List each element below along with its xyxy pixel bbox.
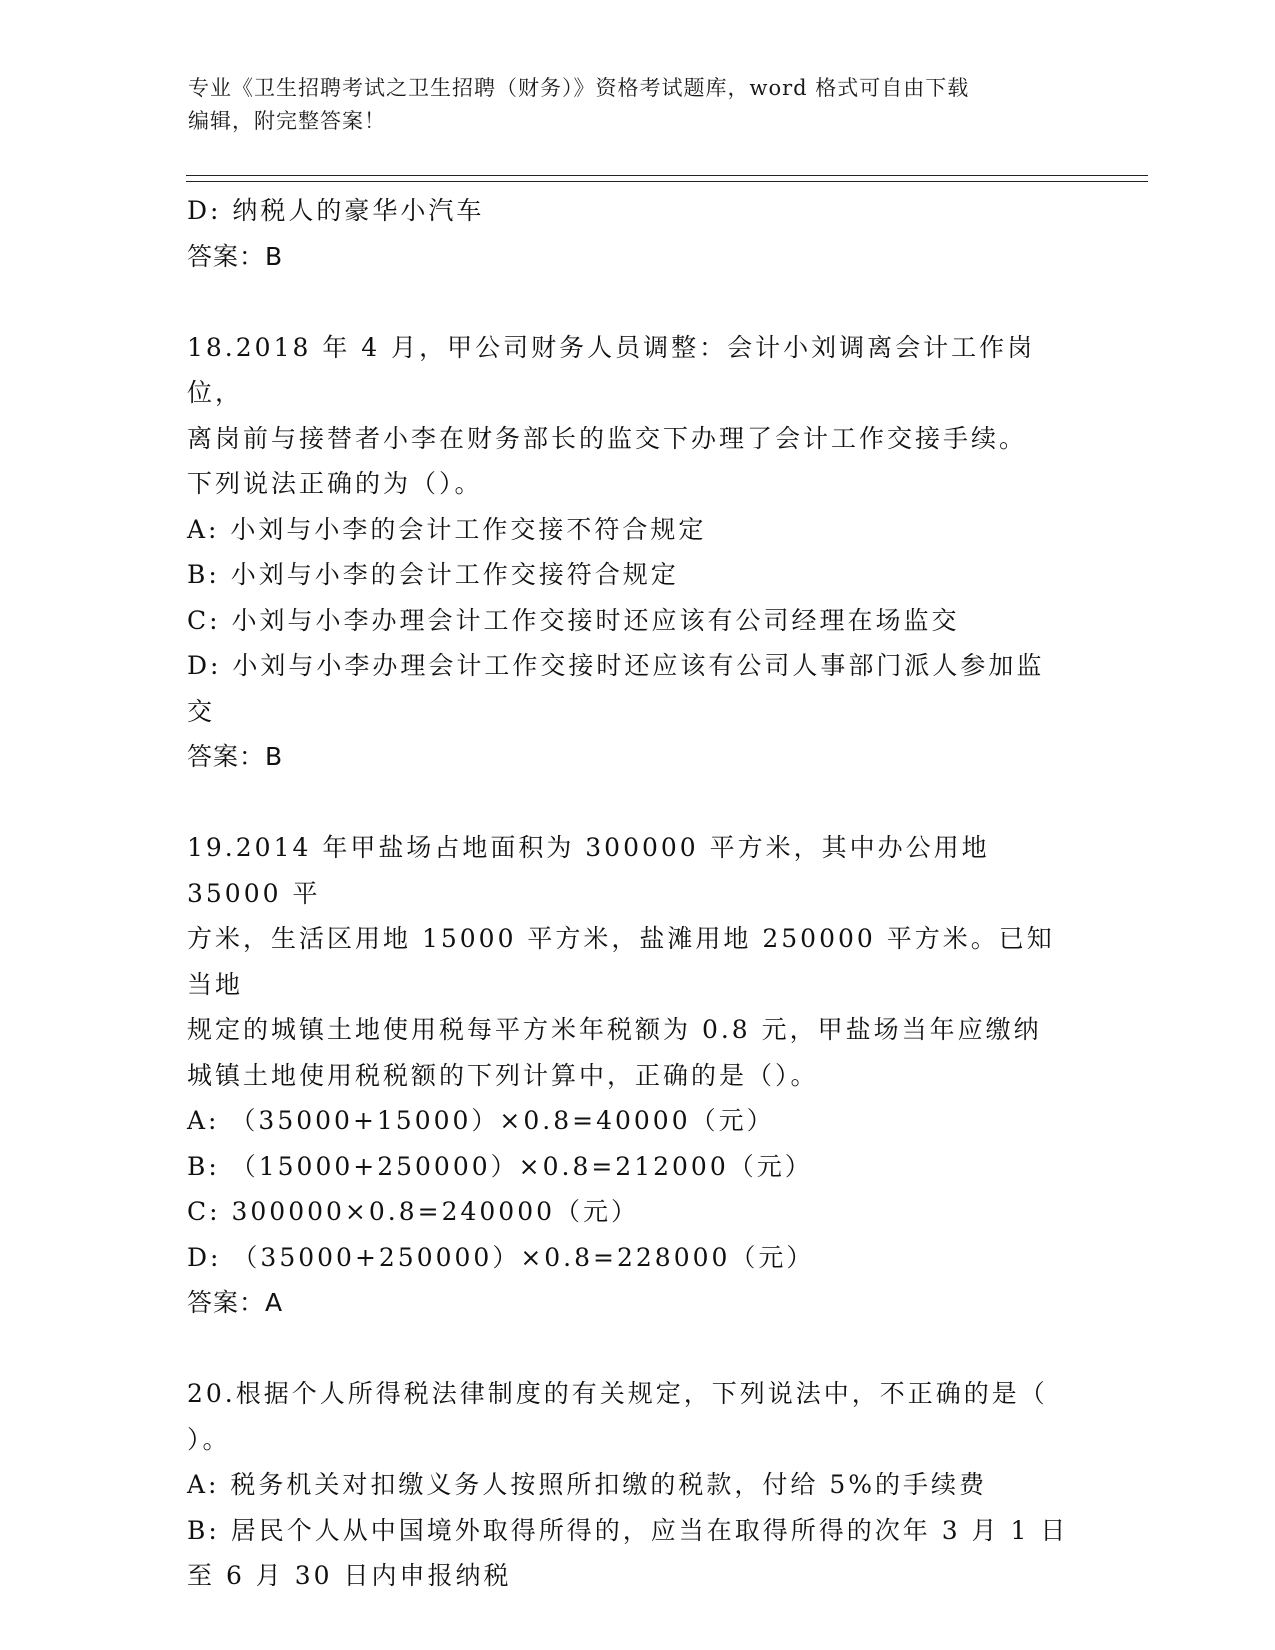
question-20 bbox=[187, 1371, 1077, 1599]
option-b: B: 小刘与小李的会计工作交接符合规定 bbox=[187, 560, 679, 589]
header-rule-bottom bbox=[186, 181, 1148, 182]
question-text: 离岗前与接替者小李在财务部长的监交下办理了会计工作交接手续。 bbox=[187, 423, 1028, 453]
option-b: B: 居民个人从中国境外取得所得的，应当在取得所得的次年 3 月 1 日 bbox=[187, 1515, 1069, 1545]
header-rule-top bbox=[186, 175, 1148, 176]
answer: 答案：B bbox=[187, 241, 284, 271]
option-d-continued: 交 bbox=[187, 696, 216, 726]
header-line-2: 编辑，附完整答案！ bbox=[188, 109, 386, 133]
question-text: 下列说法正确的为（）。 bbox=[187, 469, 483, 498]
option-a: A: 小刘与小李的会计工作交接不符合规定 bbox=[187, 514, 707, 544]
header-line-1: 专业《卫生招聘考试之卫生招聘（财务）》资格考试题库，word 格式可自由下载 bbox=[188, 76, 970, 100]
spacer bbox=[187, 780, 1077, 826]
spacer bbox=[187, 1326, 1077, 1372]
answer: 答案：A bbox=[187, 1288, 284, 1317]
question-text: 19.2014 年甲盐场占地面积为 300000 平方米，其中办公用地 35000 平 bbox=[187, 833, 990, 908]
document-body bbox=[187, 188, 1077, 1599]
question-text: 城镇土地使用税税额的下列计算中，正确的是（）。 bbox=[187, 1060, 819, 1090]
option-a: A: （35000+15000）×0.8=40000（元） bbox=[187, 1106, 775, 1135]
spacer bbox=[187, 279, 1077, 325]
question-text: 方米，生活区用地 15000 平方米，盐滩用地 250000 平方米。已知当地 bbox=[187, 924, 1055, 999]
option-b-continued: 至 6 月 30 日内申报纳税 bbox=[187, 1561, 512, 1590]
question-18 bbox=[187, 325, 1077, 780]
document-header bbox=[188, 72, 1088, 138]
option-b: B: （15000+250000）×0.8=212000（元） bbox=[187, 1151, 813, 1181]
question-text: ）。 bbox=[187, 1424, 231, 1454]
question-text: 20.根据个人所得税法律制度的有关规定，下列说法中，不正确的是（ bbox=[187, 1379, 1048, 1408]
question-text: 18.2018 年 4 月，甲公司财务人员调整：会计小刘调离会计工作岗位， bbox=[187, 332, 1036, 407]
option-d: D: 小刘与小李办理会计工作交接时还应该有公司人事部门派人参加监 bbox=[187, 651, 1045, 680]
option-d: D: （35000+250000）×0.8=228000（元） bbox=[187, 1242, 815, 1272]
option-c: C: 小刘与小李办理会计工作交接时还应该有公司经理在场监交 bbox=[187, 605, 960, 635]
answer: 答案：B bbox=[187, 742, 284, 771]
option-d: D: 纳税人的豪华小汽车 bbox=[187, 196, 485, 225]
question-19 bbox=[187, 825, 1077, 1326]
option-c: C: 300000×0.8=240000（元） bbox=[187, 1197, 640, 1226]
option-a: A: 税务机关对扣缴义务人按照所扣缴的税款，付给 5%的手续费 bbox=[187, 1470, 988, 1499]
question-17-tail bbox=[187, 188, 1077, 279]
question-text: 规定的城镇土地使用税每平方米年税额为 0.8 元，甲盐场当年应缴纳 bbox=[187, 1015, 1042, 1044]
